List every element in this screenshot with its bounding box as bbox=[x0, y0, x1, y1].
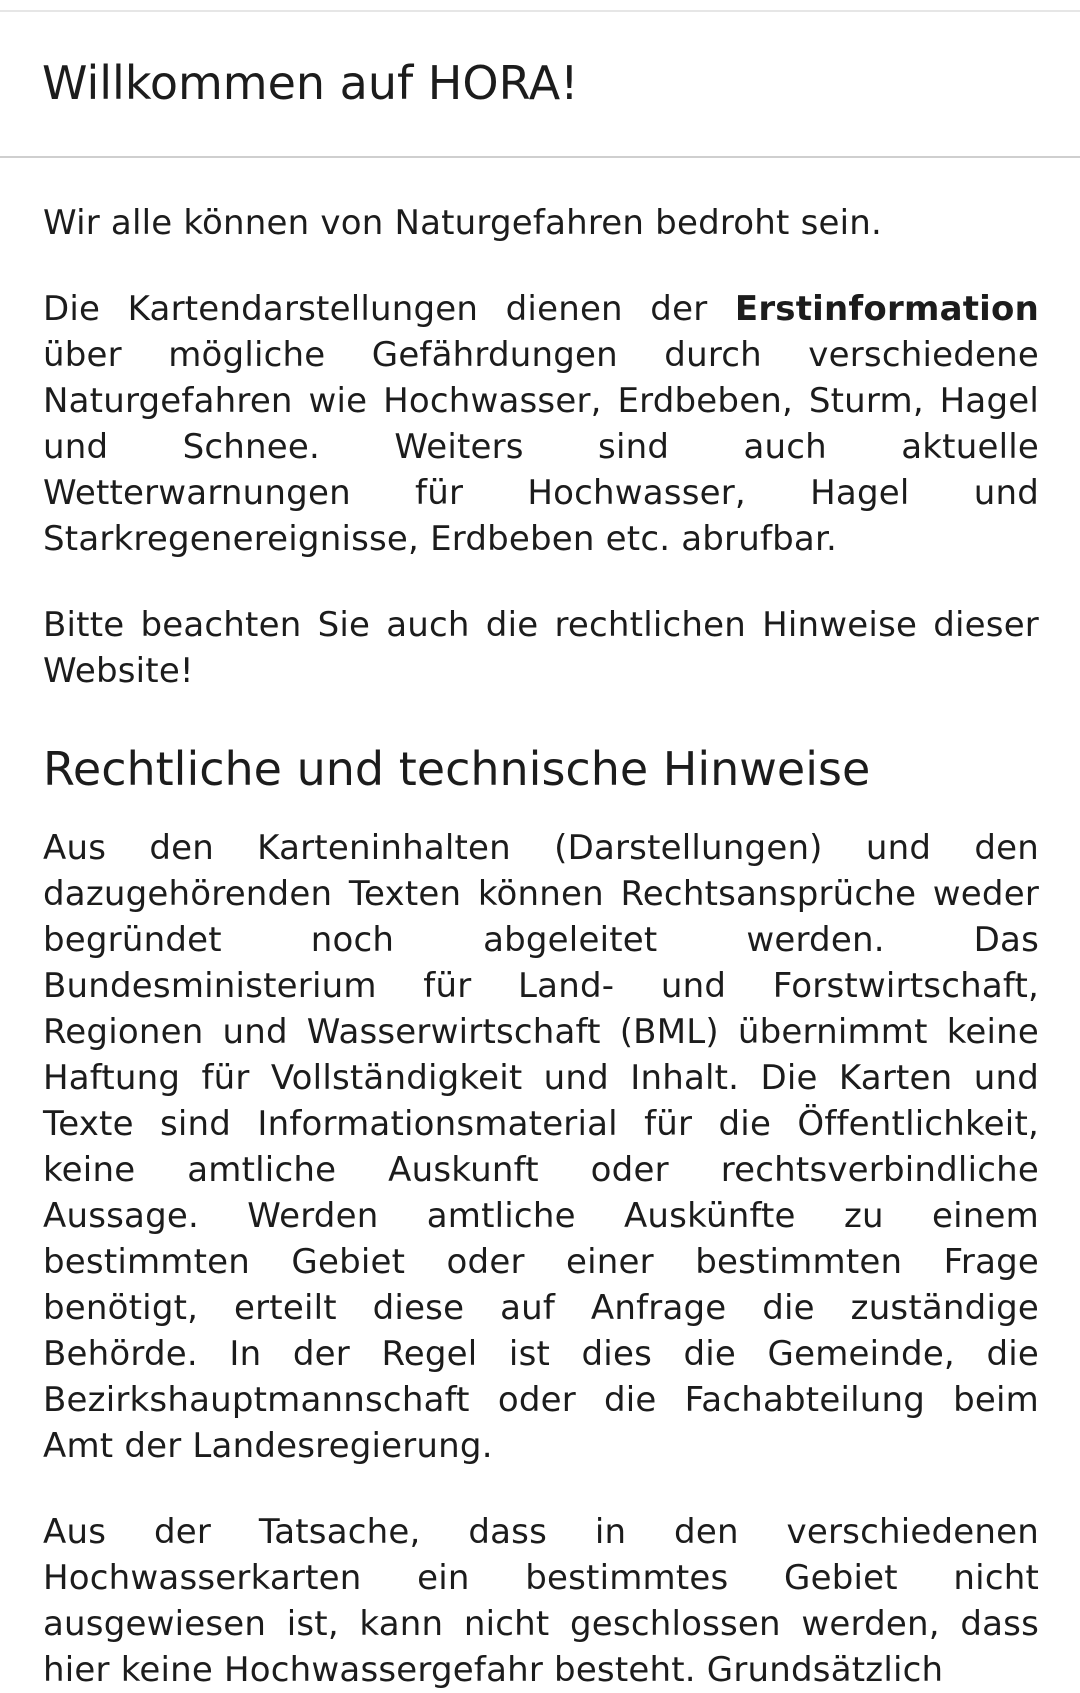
dialog-header bbox=[0, 12, 1080, 158]
legal-paragraph-1: Aus den Karteninhalten (Darstellungen) und den dazugehörenden Texten können Rechtsansprüche weder begründet noch abgeleitet werden. Das Bundesministerium für Land- und Forstwirtschaft, Regionen und Wasserwirtschaft (BML) übernimmt keine Haftung für Vollständigkeit und Inhalt. Die Karten und Texte sind Informationsmaterial für die Öffentlichkeit, keine amtliche Auskunft oder rechtsverbindliche Aussage. Werden amtliche Auskünfte zu einem bestimmten Gebiet oder einer bestimmten Frage benötigt, erteilt diese auf Anfrage die zuständige Behörde. In der Regel ist dies die Gemeinde, die Bezirkshauptmannschaft oder die Fachabteilung beim Amt der Landesregierung. bbox=[43, 828, 1039, 1467]
legal-notes-heading: Rechtliche und technische Hinweise bbox=[43, 742, 871, 796]
dialog-content[interactable] bbox=[43, 200, 1039, 1693]
legal-paragraph-2: Aus der Tatsache, dass in den verschiedenen Hochwasserkarten ein bestimmtes Gebiet nicht ausgewiesen ist, kann nicht geschlossen werden, dass hier keine Hochwassergefahr besteht. Grundsätzlich bbox=[43, 1512, 1039, 1691]
intro-paragraph-2-start: Die Kartendarstellungen dienen der bbox=[43, 289, 735, 329]
erstinformation-emphasis: Erstinformation bbox=[734, 289, 1039, 329]
page-title: Willkommen auf HORA! bbox=[42, 56, 579, 110]
intro-paragraph-1: Wir alle können von Naturgefahren bedroht sein. bbox=[43, 203, 883, 243]
intro-paragraph-2-end: über mögliche Gefährdungen durch verschiedene Naturgefahren wie Hochwasser, Erdbeben, Sturm, Hagel und Schnee. Weiters sind auch aktuelle Wetterwarnungen für Hochwasser, Hagel und Starkregenereignisse, Erdbeben etc. abrufbar. bbox=[43, 335, 1039, 559]
intro-paragraph-3: Bitte beachten Sie auch die rechtlichen Hinweise dieser Website! bbox=[43, 605, 1039, 691]
intro-paragraph-2 bbox=[43, 286, 1039, 562]
